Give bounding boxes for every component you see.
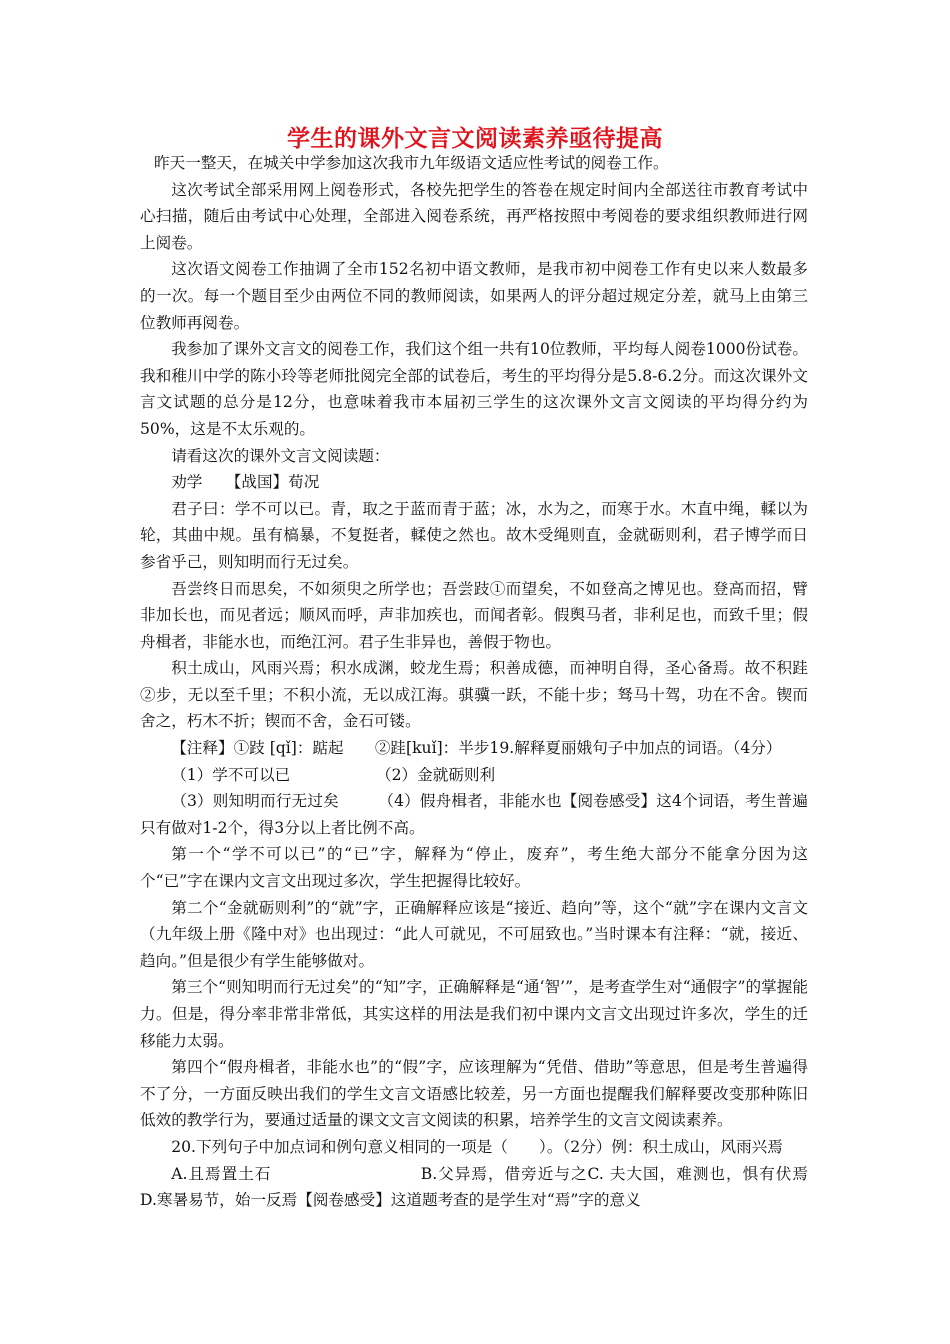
question-item: （3）则知明而行无过矣 （4）假舟楫者，非能水也【阅卷感受】这4个词语，考生普遍只有做对1-2个，得3分以上者比例不高。 <box>140 792 808 837</box>
paragraph: 这次考试全部采用网上阅卷形式，各校先把学生的答卷在规定时间内全部送往市教育考试中心扫描，随后由考试中心处理，全部进入阅卷系统，再严格按照中考阅卷的要求组织教师进行网上阅卷。 <box>140 180 808 252</box>
document-body <box>140 150 855 1214</box>
paragraph: 第一个“学不可以已”的“已”字，解释为“停止，废弃”，考生绝大部分不能拿分因为这个“已”字在课内文言文出现过多次，学生把握得比较好。 <box>140 845 808 891</box>
paragraph: 我参加了课外文言文的阅卷工作，我们这个组一共有10位教师，平均每人阅卷1000份试卷。我和稚川中学的陈小玲等老师批阅完全部的试卷后，考生的平均得分是5.8-6.2分。而这次课外文言文试题的总分是12分，也意味着我市本届初三学生的这次课外文言文阅读的平均得分约为50%，这是不太乐观的。 <box>140 340 808 438</box>
paragraph: 第二个“金就砺则利”的“就”字，正确解释应该是“接近、趋向”等，这个“就”字在课内文言文（九年级上册《隆中对》也出现过：“此人可就见，不可屈致也。”当时课本有注释：“就，接近、趋向。”但是很少有学生能够做对。 <box>140 898 808 970</box>
paragraph: 这次语文阅卷工作抽调了全市152名初中语文教师，是我市初中阅卷工作有史以来人数最多的一次。每一个题目至少由两位不同的教师阅读，如果两人的评分超过规定分差，就马上由第三位教师再阅卷。 <box>140 260 808 332</box>
poem-heading: 劝学 【战国】荀况 <box>171 473 320 492</box>
paragraph: 第四个“假舟楫者，非能水也”的“假”字，应该理解为“凭借、借助”等意思，但是考生普遍得不了分，一方面反映出我们的学生文言文语感比较差，另一方面也提醒我们解释要改变那种陈旧低效的教学行为，要通过适量的课文文言文阅读的积累，培养学生的文言文阅读素养。 <box>140 1058 808 1130</box>
annotation-note: 【注释】①跂 [qǐ]：踮起 ②跬[kuǐ]：半步19.解释夏丽娥句子中加点的词语。（4分） <box>171 739 782 758</box>
paragraph: 第三个“则知明而行无过矣”的“知”字，正确解释是“通‘智’”，是考查学生对“通假字”的掌握能力。但是，得分率非常非常低，其实这样的用法是我们初中课内文言文出现过许多次，学生的迁移能力太弱。 <box>140 978 808 1050</box>
paragraph: 积土成山，风雨兴焉；积水成渊，蛟龙生焉；积善成德，而神明自得，圣心备焉。故不积跬②步，无以至千里；不积小流，无以成江海。骐骥一跃，不能十步；驽马十驾，功在不舍。锲而舍之，朽木不折；锲而不舍，金石可镂。 <box>140 659 808 731</box>
question-options: A.且焉置土石 B.父异焉，借旁近与之C. 夫大国，难测也，惧有伏焉 D.寒暑易节，始一反焉【阅卷感受】这道题考查的是学生对“焉”字的意义 <box>140 1164 855 1210</box>
paragraph: 吾尝终日而思矣，不如须臾之所学也；吾尝跂①而望矣，不如登高之博见也。登高而招，臂非加长也，而见者远；顺风而呼，声非加疾也，而闻者彰。假舆马者，非利足也，而致千里；假舟楫者，非能水也，而绝江河。君子生非异也，善假于物也。 <box>140 579 808 651</box>
question-item: （1）学不可以已 （2）金就砺则利 <box>171 765 496 784</box>
paragraph: 请看这次的课外文言文阅读题： <box>171 446 390 465</box>
paragraph: 君子曰：学不可以已。青，取之于蓝而青于蓝；冰，水为之，而寒于水。木直中绳，輮以为轮，其曲中规。虽有槁暴，不复挺者，輮使之然也。故木受绳则直，金就砺则利，君子博学而日参省乎己，则知明而行无过矣。 <box>140 499 808 571</box>
document-title: 学生的课外文言文阅读素养亟待提高 <box>287 126 663 152</box>
paragraph: 昨天一整天，在城关中学参加这次我市九年级语文适应性考试的阅卷工作。 <box>154 154 669 172</box>
question-stem: 20.下列句子中加点词和例句意义相同的一项是（ ）。（2分）例：积土成山，风雨兴焉 <box>171 1137 783 1156</box>
